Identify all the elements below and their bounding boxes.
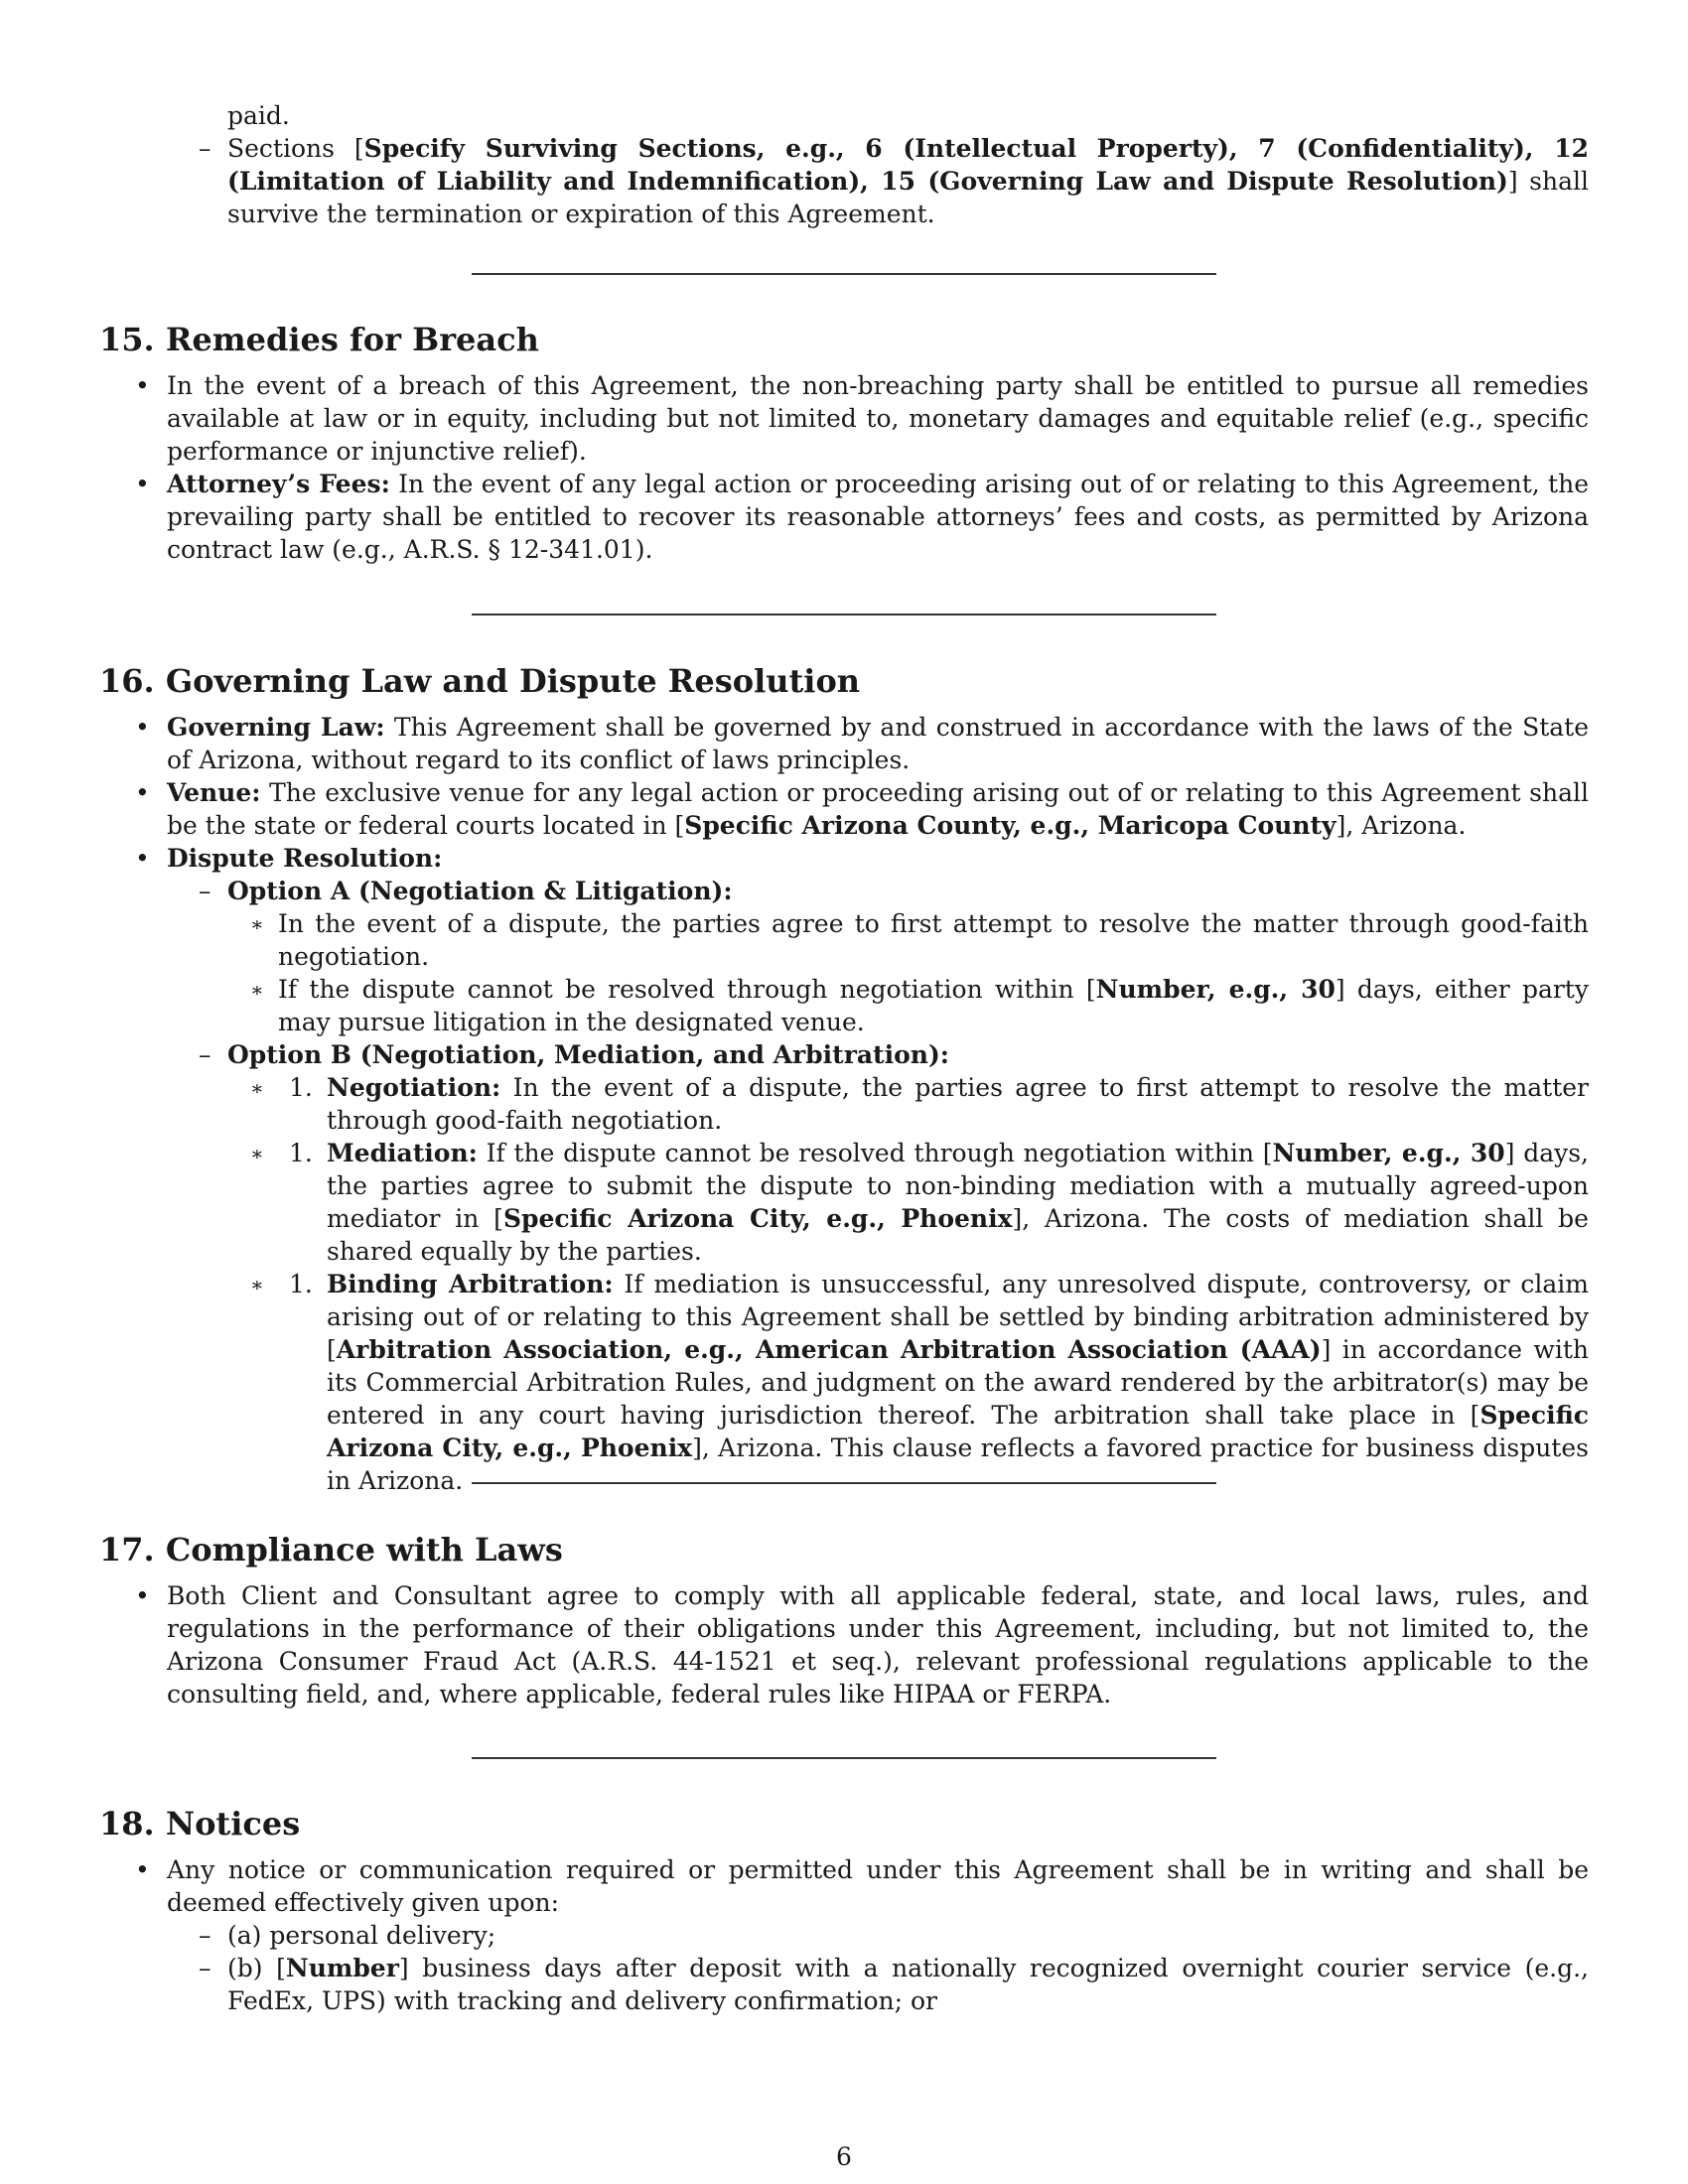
section-divider: [472, 273, 1216, 275]
section-17: [99, 1530, 1589, 1710]
section-divider: [472, 1482, 1216, 1484]
list-item-arbitration: ∗ 1. Binding Arbitration: If mediation is unsuccessful, any unresolved dispute, controversy, or claim arising out of or relating to this Agreement shall be settled by binding arbitration administered by [Arbitration Association, e.g., American Arbitration Association (AAA)] in accordance with its Commercial Arbitration Rules, and judgment on the award rendered by the arbitrator(s) may be entered in any court having jurisdiction thereof. The arbitration shall take place in [Specific Arizona City, e.g., Phoenix], Arizona. This clause reflects a favored practice for business disputes in Arizona.: [250, 1270, 1589, 1495]
page-number: 6: [836, 2142, 852, 2171]
section-heading: 18. Notices: [99, 1805, 301, 1843]
list-item: • In the event of a breach of this Agreement, the non-breaching party shall be entitled to pursue all remedies available at law or in equity, including but not limited to, monetary damages and equitable relief (e.g., specific performance or injunctive relief).: [135, 371, 1589, 466]
paid-line: paid.: [227, 101, 290, 130]
list-item-negotiation: ∗ 1. Negotiation: In the event of a dispute, the parties agree to first attempt to resolve the matter through good-faith negotiation.: [250, 1073, 1589, 1135]
list-item: • Any notice or communication required or permitted under this Agreement shall be in writing and shall be deemed effectively given upon:: [135, 1855, 1589, 1917]
section-16: [99, 661, 1589, 1497]
dash-marker: –: [199, 1040, 211, 1069]
list-item: • Venue: The exclusive venue for any legal action or proceeding arising out of or relating to this Agreement shall be the state or federal courts located in [Specific Arizona County, e.g., Maricopa County], Arizona.: [135, 778, 1589, 840]
continuation-block: [99, 99, 1589, 230]
surviving-sections-item: – Sections [Specify Surviving Sections, e.g., 6 (Intellectual Property), 7 (Confidentiality), 12 (Limitation of Liability and Indemnification), 15 (Governing Law and Dispute Resolution)] shall survive the termination or expiration of this Agreement.: [199, 134, 1590, 228]
dash-marker: –: [199, 877, 211, 905]
list-item: – (b) [Number] business days after deposit with a nationally recognized overnight courier service (e.g., FedEx, UPS) with tracking and delivery confirmation; or: [199, 1954, 1589, 2015]
star-marker: ∗: [250, 978, 264, 1002]
option-b: – Option B (Negotiation, Mediation, and Arbitration):: [199, 1040, 950, 1069]
dash-marker: –: [199, 1954, 211, 1982]
option-a: – Option A (Negotiation & Litigation):: [199, 877, 733, 905]
bullet-marker: •: [135, 371, 150, 400]
section-15: [99, 320, 1589, 566]
section-18: [99, 1804, 1589, 2017]
list-item-mediation: ∗ 1. Mediation: If the dispute cannot be resolved through negotiation within [Number, e.g., 30] days, the parties agree to submit the dispute to non-binding mediation with a mutually agreed-upon mediator in [Specific Arizona City, e.g., Phoenix], Arizona. The costs of mediation shall be shared equally by the parties.: [250, 1139, 1590, 1266]
bullet-marker: •: [135, 844, 150, 873]
star-marker: ∗: [250, 1142, 264, 1165]
list-item: ∗ In the event of a dispute, the parties agree to first attempt to resolve the matter through good-faith negotiation.: [250, 909, 1589, 971]
section-heading: 17. Compliance with Laws: [99, 1531, 563, 1569]
section-divider: [472, 1757, 1216, 1759]
list-item: • Both Client and Consultant agree to comply with all applicable federal, state, and local laws, rules, and regulations in the performance of their obligations under this Agreement, including, but not limited to, the Arizona Consumer Fraud Act (A.R.S. 44-1521 et seq.), relevant professional regulations applicable to the consulting field, and, where applicable, federal rules like HIPAA or FERPA.: [135, 1581, 1589, 1708]
star-marker: ∗: [250, 912, 264, 936]
bullet-marker: •: [135, 1581, 150, 1610]
list-item: ∗ If the dispute cannot be resolved through negotiation within [Number, e.g., 30] days, either party may pursue litigation in the designated venue.: [250, 975, 1589, 1036]
list-item: • Governing Law: This Agreement shall be governed by and construed in accordance with the laws of the State of Arizona, without regard to its conflict of laws principles.: [135, 713, 1589, 774]
bullet-marker: •: [135, 778, 150, 807]
bullet-marker: •: [135, 713, 150, 742]
bullet-marker: •: [135, 1855, 150, 1884]
star-marker: ∗: [250, 1273, 264, 1297]
dash-marker: –: [199, 1921, 211, 1950]
section-heading: 16. Governing Law and Dispute Resolution: [99, 662, 861, 700]
list-item: • Attorney’s Fees: In the event of any legal action or proceeding arising out of or relating to this Agreement, the prevailing party shall be entitled to recover its reasonable attorneys’ fees and costs, as permitted by Arizona contract law (e.g., A.R.S. § 12-341.01).: [135, 470, 1589, 564]
section-divider: [472, 614, 1216, 615]
list-item: • Dispute Resolution:: [135, 844, 443, 873]
star-marker: ∗: [250, 1076, 264, 1100]
dash-marker: –: [199, 134, 211, 163]
bullet-marker: •: [135, 470, 150, 498]
section-heading: 15. Remedies for Breach: [99, 321, 539, 358]
list-item: – (a) personal delivery;: [199, 1921, 496, 1950]
